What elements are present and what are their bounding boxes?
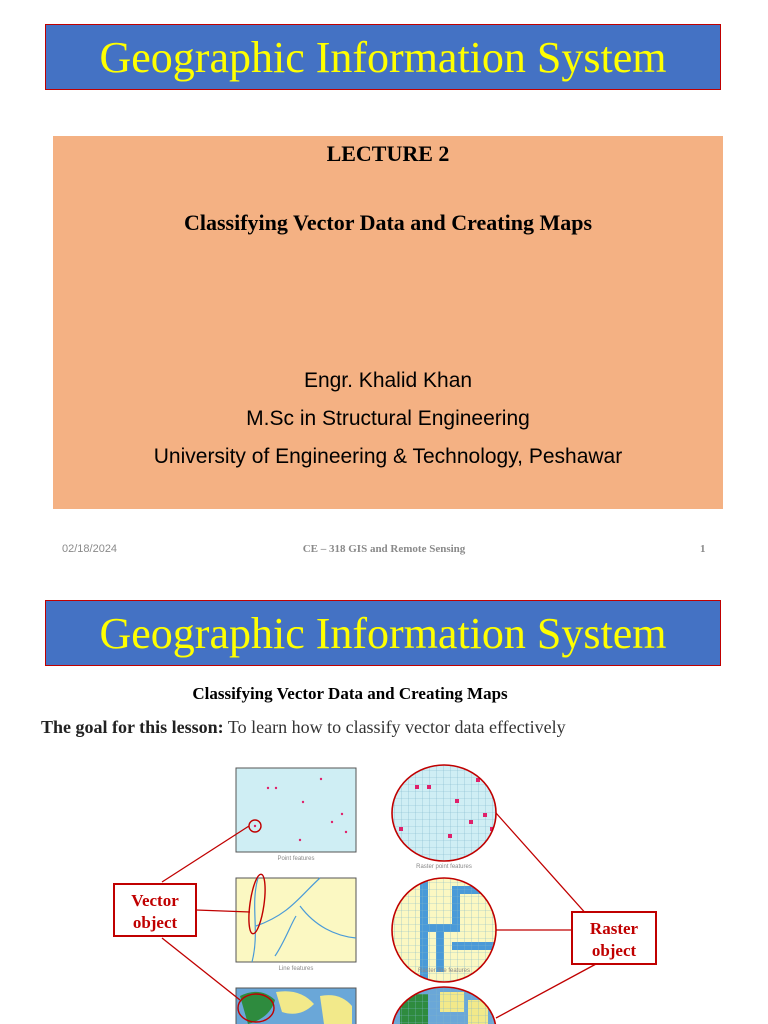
raster-object-label: [572, 912, 656, 964]
raster-point-ellipse: [392, 764, 496, 870]
slide2-title-bar: [45, 600, 721, 666]
lecture-number: LECTURE 2: [326, 141, 450, 166]
goal-label: The goal for this lesson:: [41, 717, 224, 737]
author-name: Engr. Khalid Khan: [303, 369, 473, 392]
vector-object-label: [114, 884, 196, 936]
raster-label-line2: object: [591, 941, 637, 960]
lecture-info-box: [53, 136, 723, 509]
slide1-title: Geographic Information System: [99, 32, 667, 82]
vector-label-line1: Vector: [131, 891, 179, 910]
caption-raster-line-features: Raster line features: [417, 968, 471, 974]
raster-polygon-ellipse: [392, 986, 496, 1024]
vector-polygon-panel: [236, 988, 356, 1024]
footer-page-number: 1: [700, 543, 706, 555]
footer-date: 02/18/2024: [62, 543, 118, 555]
caption-point-features: Point features: [277, 856, 315, 862]
author-block: [53, 362, 723, 476]
slide1-title-bar: [45, 24, 721, 90]
connector-lines: [162, 813, 596, 1018]
footer-course: CE – 318 GIS and Remote Sensing: [302, 543, 466, 555]
author-university: University of Engineering & Technology, Peshawar: [153, 445, 623, 468]
vector-label-line2: object: [132, 913, 178, 932]
raster-line-ellipse: [392, 878, 496, 982]
goal-text: To learn how to classify vector data effectively: [223, 717, 566, 737]
lecture-title: Classifying Vector Data and Creating Maps: [183, 210, 593, 235]
caption-raster-point-features: Raster point features: [416, 864, 472, 870]
slide2-heading: Classifying Vector Data and Creating Maps: [192, 684, 508, 703]
author-degree: M.Sc in Structural Engineering: [246, 407, 530, 430]
lesson-goal: [41, 717, 566, 738]
vector-raster-figure: [100, 756, 680, 1024]
slide2-title: Geographic Information System: [99, 608, 667, 658]
raster-label-line1: Raster: [589, 919, 639, 938]
caption-line-features: Line features: [278, 966, 314, 972]
vector-line-panel: [236, 873, 356, 972]
vector-point-panel: [236, 768, 356, 862]
